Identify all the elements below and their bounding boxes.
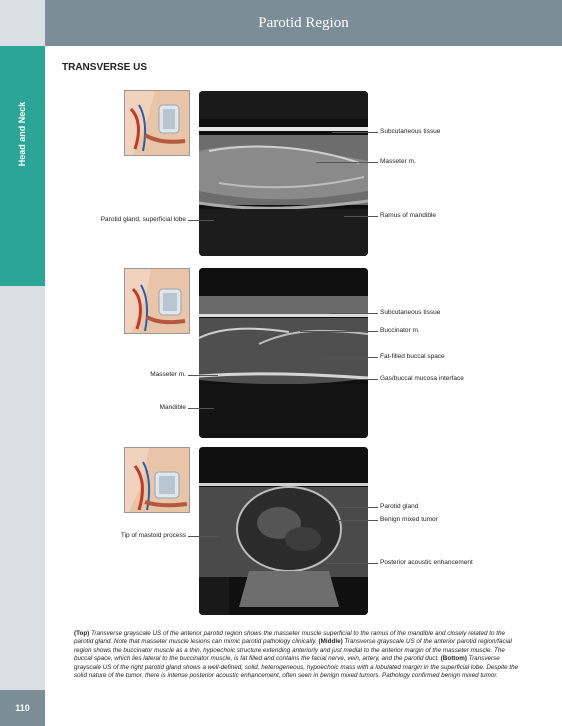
annotation-label: Fat-filled buccal space xyxy=(380,353,445,360)
leader-line xyxy=(188,375,218,376)
page-number: 110 xyxy=(0,690,45,726)
anatomy-thumbnail xyxy=(124,268,190,334)
leader-line xyxy=(326,563,378,564)
annotation-label: Masseter m. xyxy=(150,371,186,378)
leader-line xyxy=(332,132,378,133)
leader-line xyxy=(316,162,378,163)
ultrasound-image xyxy=(199,91,368,256)
leader-line xyxy=(344,379,378,380)
leader-line xyxy=(188,408,214,409)
figure-caption xyxy=(74,630,522,680)
leader-line xyxy=(330,313,378,314)
annotation-label: Mandible xyxy=(159,404,186,411)
annotation-label: Posterior acoustic enhancement xyxy=(380,559,473,566)
annotation-label: Tip of mastoid process xyxy=(120,532,186,539)
leader-line xyxy=(336,520,378,521)
anatomy-thumbnail xyxy=(124,90,190,156)
annotation-label: Gas/buccal mucosa interface xyxy=(380,375,464,382)
leader-line xyxy=(188,536,218,537)
section-title: TRANSVERSE US xyxy=(62,62,148,73)
leader-line xyxy=(336,507,378,508)
sidebar-strip xyxy=(0,286,45,690)
caption-tag-top: (Top) xyxy=(74,630,90,637)
annotation-label: Benign mixed tumor xyxy=(380,516,438,523)
leader-line xyxy=(344,216,378,217)
anatomy-thumbnail xyxy=(124,447,190,513)
leader-line xyxy=(322,357,378,358)
annotation-label: Masseter m. xyxy=(380,158,416,165)
annotation-label: Buccinator m. xyxy=(380,327,420,334)
annotation-label: Parotid gland xyxy=(380,503,419,510)
ultrasound-image xyxy=(199,268,368,438)
caption-text-middle: Transverse grayscale US of the anterior parotid region/facial region shows the buccinator muscle as a thin, hypoechoic structure extending anteriorly and just medial to the anterior margin of the masseter muscle. The buccal space, which lies lateral to the buccinator muscle, is fat filled and contains the facial nerve, vein, artery, and the parotid duct. xyxy=(74,638,512,663)
annotation-label: Subcutaneous tissue xyxy=(380,309,441,316)
caption-text-top: Transverse grayscale US of the anterior parotid region shows the masseter muscle superficial to the ramus of the mandible and closely related to the parotid gland. Note that masseter muscle lesions can mimic parotid pathology clinically. xyxy=(74,630,505,646)
annotation-label: Subcutaneous tissue xyxy=(380,128,441,135)
leader-line xyxy=(188,220,214,221)
caption-text-bottom: Transverse grayscale US of the right parotid gland shows a well-defined, solid, heterogeneous, hypoechoic mass with a lobulated margin in the superficial lobe. Despite the solid nature of the tumor, there is intense posterior acoustic enhancement, often seen in benign mixed tumors. Pathology confirmed benign mixed tumor. xyxy=(74,655,519,680)
caption-tag-bottom: (Bottom) xyxy=(440,655,467,663)
leader-line xyxy=(300,331,378,332)
section-tab-label: Head and Neck xyxy=(17,101,27,167)
section-tab xyxy=(0,46,45,286)
page-header: Parotid Region xyxy=(45,0,562,46)
caption-tag-middle: (Middle) xyxy=(318,638,343,646)
annotation-label: Parotid gland, superficial lobe xyxy=(100,216,186,223)
ultrasound-image xyxy=(199,447,368,615)
annotation-label: Ramus of mandible xyxy=(380,212,436,219)
sidebar-top xyxy=(0,0,45,46)
